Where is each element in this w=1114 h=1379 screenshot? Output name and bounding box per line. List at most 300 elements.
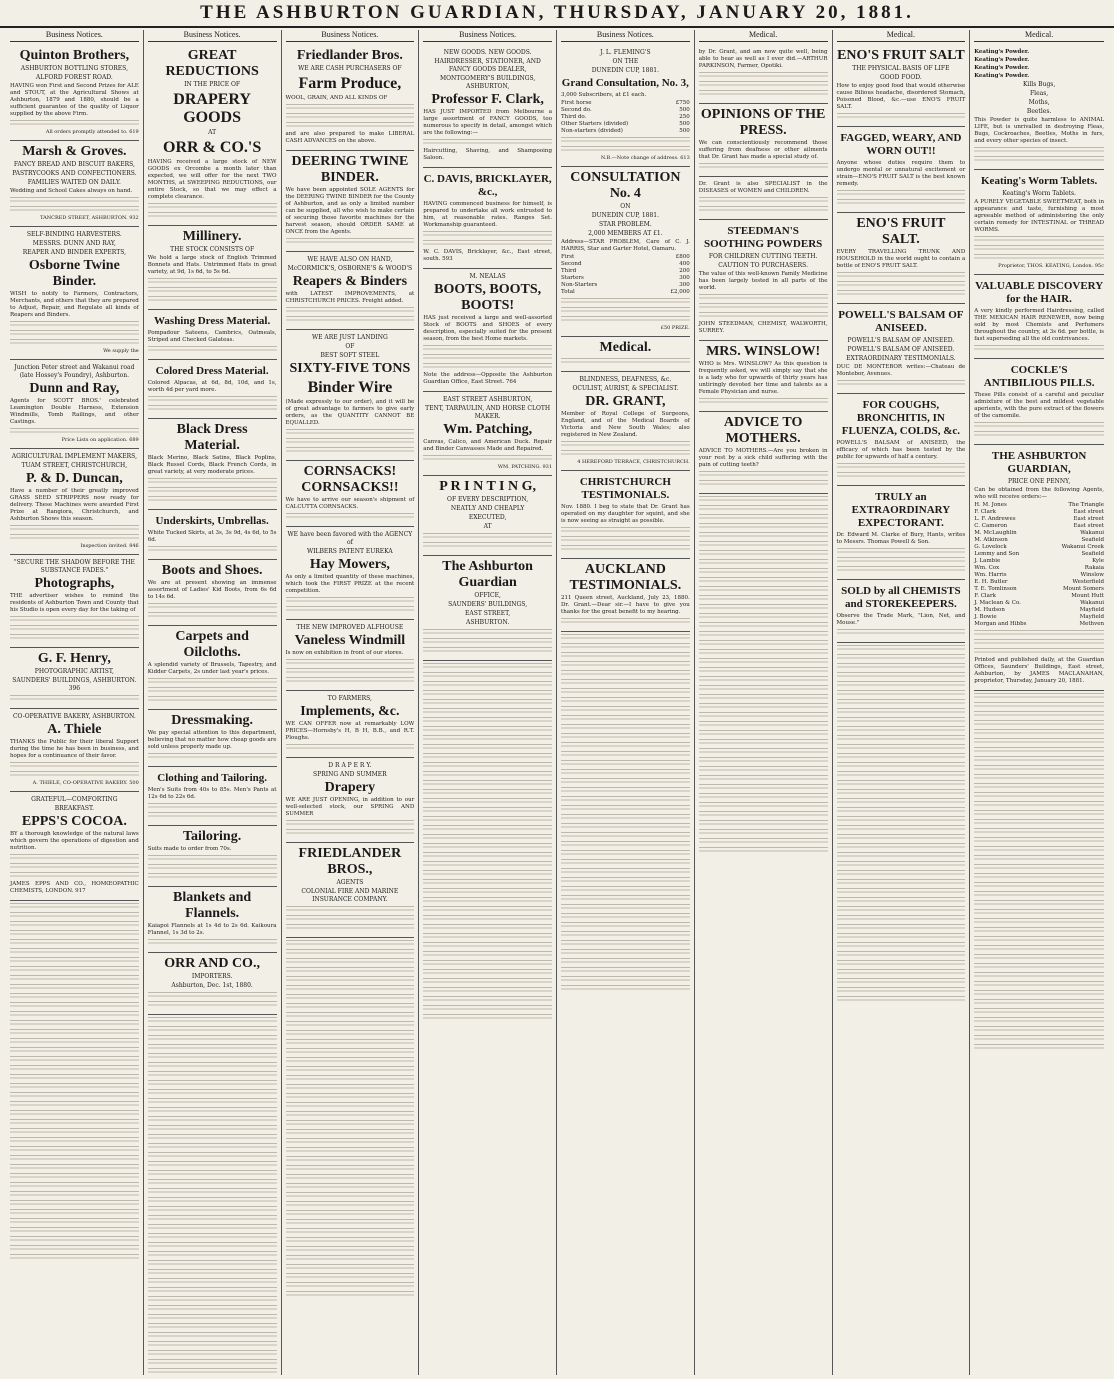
body-type-lines [837,663,966,670]
body-type-lines [286,1246,415,1253]
body-type-lines [837,807,966,814]
body-type-lines [10,1245,139,1252]
ad-title: Implements, &c. [300,704,400,719]
body-type-lines [561,450,690,457]
ad-subheading: FOR CHILDREN CUTTING TEETH. [708,253,818,260]
body-type-lines [837,771,966,778]
column-8 [970,30,1108,1375]
ad-body-text: DUC DE MONTEBOR writes:—Chateau de Montebor, Avenues. [836,364,966,377]
ad-body-text: The value of this well-known Family Medicine has been largely tested in all parts of the world. [698,271,828,291]
advertisement [423,45,552,168]
body-type-lines [148,803,277,810]
advertisement [974,275,1104,359]
body-type-lines [286,1210,415,1217]
body-type-lines [974,972,1104,979]
advertisement [974,445,1104,691]
body-type-lines [837,708,966,715]
body-type-lines [286,1282,415,1289]
ad-title: Osborne Twine Binder. [28,258,120,289]
prize-table [561,100,690,135]
ad-subheading: BEST SOFT STEEL [320,352,380,359]
body-type-lines [148,1071,277,1078]
body-type-lines [974,900,1104,907]
body-type-lines [561,697,690,704]
masthead [0,0,1114,28]
ad-body-text: HAS just received a large and well-assorted Stock of BOOTS and SHOES of every description, especially suited for the present season, from the best Home markets. [423,315,552,342]
ad-body-text: We are at present showing an immense assortment of Ladies' Kid Boots, from 6s 6d to 14s 6d. [147,580,277,600]
body-type-lines [699,523,828,530]
body-type-lines [561,760,690,767]
ad-footer-text: Printed and published daily, at the Guardian Offices, Saunders' Buildings, East street, Ashburton, by JAMES MACLANAHAN, proprietor, Thursday, January 20, 1881. [974,657,1104,684]
advertisement [286,45,415,151]
body-type-lines [10,957,139,964]
column-header: Medical. [837,30,966,42]
body-type-lines [148,346,277,353]
agent-location: Winslow [1080,572,1104,578]
body-type-lines [974,1044,1104,1051]
body-type-lines [423,978,552,985]
ad-subheading: OF [345,343,355,350]
body-type-lines [148,203,277,210]
body-type-lines [974,963,1104,970]
agent-row [974,614,1104,621]
body-type-lines [10,1092,139,1099]
body-type-lines [286,940,415,947]
ad-body-text: Member of Royal College of Surgeons, England, and of the Medical Boards of Victoria and New South Wales; also registered in New Zealand. [561,411,690,438]
body-type-lines [837,933,966,940]
prize-label: Second [561,261,582,267]
body-type-lines [10,206,139,213]
body-type-lines [10,854,139,861]
ad-body-text: Have a number of their greatly improved GRASS SEED STRIPPERS now ready for delivery. These Machines were awarded First Prize at Rangiora, Christchurch, and Ashburton Shows this season. [10,488,139,522]
body-type-lines [286,1039,415,1046]
column-header: Business Notices. [286,30,415,42]
keating-line: Keating's Powder. [974,49,1030,55]
body-type-lines [10,1011,139,1018]
agent-name: L. F. Andrewes [974,516,1016,522]
body-type-lines [974,909,1104,916]
ad-footer-text: WM. PATCHING. 931 [497,464,552,470]
ad-subheading: CO-OPERATIVE BAKERY, ASHBURTON. [12,713,136,720]
body-type-lines [10,634,139,641]
ad-subheading: NEW GOODS. NEW GOODS. [443,49,532,56]
advertisement [699,412,828,494]
body-type-lines [286,1264,415,1271]
prize-row [561,282,690,289]
advertisement [974,359,1104,445]
ad-subheading: BREAKFAST. [54,805,94,812]
agent-row [974,530,1104,537]
body-type-lines [10,534,139,541]
body-type-lines [10,1119,139,1126]
ad-subheading: MONTGOMERY'S BUILDINGS, ASHBURTON, [439,75,536,90]
body-type-lines [286,1102,415,1109]
ad-body-text: HAVING received a large stock of NEW GOODS ex Orcombe a month later than expected, we will offer for the next TWO MONTHS, at SWEEPING REDUCTIONS, our entire Stock, so that we may effect a complete clearance. [147,159,277,200]
body-type-lines [837,281,966,288]
agent-location: Kyle [1092,558,1104,564]
body-type-lines [286,1291,415,1298]
body-type-lines [974,1026,1104,1033]
body-type-lines [699,559,828,566]
body-type-lines [837,690,966,697]
advertisement [561,45,690,167]
body-type-lines [10,1110,139,1117]
body-type-lines [10,1191,139,1198]
prize-label: Third [561,268,577,274]
ad-subheading: ASHBURTON BOTTLING STORES, [20,65,128,72]
prize-row [561,289,690,296]
agent-location: Westerfield [1072,579,1104,585]
body-type-lines [148,864,277,871]
body-type-lines [561,643,690,650]
ad-subheading: PHOTOGRAPHIC ARTIST, [34,668,114,675]
body-type-lines [148,1206,277,1213]
agent-row [974,621,1104,628]
body-type-lines [974,648,1104,655]
ad-subheading: DUNEDIN CUP, 1881. [591,212,660,219]
body-type-lines [974,711,1104,718]
prize-amount: 250 [679,114,690,120]
ad-body-text: WHO is Mrs. WINSLOW? As this question is frequently asked, we will simply say that she is a lady who for upwards of thirty years has untiringly devoted her time and talents as a Female Physician and nurse. [698,361,828,395]
ad-title: Wm. Patching, [443,422,533,437]
ad-title: Hay Mowers, [309,557,390,572]
body-type-lines [699,793,828,800]
ad-subheading: BLINDNESS, DEAFNESS, &c. [579,376,672,383]
ad-body-text: by Dr. Grant, and am now quite well, being able to hear as well as I ever did.—ARTHUR PARKINSON, Farmer, Opotiki. [698,49,828,69]
prize-row [561,121,690,128]
body-type-lines [837,942,966,949]
body-type-lines [148,1035,277,1042]
ad-subheading: McCORMICK'S, OSBORNE'S & WOOD'S [287,265,413,272]
ad-subheading: TUAM STREET, CHRISTCHURCH, [21,462,128,469]
prize-row [561,114,690,121]
body-type-lines [699,604,828,611]
advertisement [10,792,139,901]
ad-body-text: Canvas, Calico, and American Duck. Repair and Binder Canvasses Made and Repaired. [423,439,552,452]
body-type-lines [699,90,828,97]
body-type-lines [837,951,966,958]
body-type-lines [423,888,552,895]
prize-label: First [561,254,575,260]
body-type-lines [837,645,966,652]
body-type-lines [423,897,552,904]
body-type-lines [10,625,139,632]
advertisement [561,372,690,471]
body-type-lines [699,694,828,701]
ad-subheading: REAPER AND BINDER EXPERTS, [22,249,127,256]
body-type-lines [423,861,552,868]
ad-title: Black Dress Material. [176,422,248,453]
column-header: Business Notices. [423,30,552,42]
body-type-lines [837,199,966,206]
body-type-lines [286,668,415,675]
ad-subheading: WE have been favored with the AGENCY of [287,531,413,546]
advertisement [286,151,415,252]
prize-label: First horse [561,100,592,106]
body-type-lines [561,652,690,659]
ad-body-text: EVERY TRAVELLING TRUNK AND HOUSEHOLD in the world ought to contain a bottle of ENO'S FRUIT SALT. [836,249,966,269]
body-type-lines [561,985,690,992]
body-type-lines [10,1227,139,1234]
body-type-lines [699,568,828,575]
ad-body-text: WE CAN OFFER now at remarkably LOW PRICES—Hornsby's H, B H, B.B., and R.T. Ploughs. [285,721,415,741]
body-type-lines [148,1350,277,1357]
body-type-lines [974,345,1104,352]
body-type-lines [286,1075,415,1082]
body-type-lines [974,147,1104,154]
advertisement [148,45,277,226]
body-type-lines [286,1183,415,1190]
body-type-lines [10,1137,139,1144]
advertisement [10,555,139,648]
agent-name: F. Clark [974,509,996,515]
agent-location: Mayfield [1079,607,1104,613]
ad-body-text: Agents for SCOTT BROS.' celebrated Leamington Double Harness, Extension Windmills, Tomb Railings, and other Castings. [10,398,139,425]
ad-body-text: We have to arrive our season's shipment of CALCUTTA CORNSACKS. [285,497,415,510]
body-type-lines [148,1098,277,1105]
body-type-lines [423,354,552,361]
ad-subheading: FAMILIES WAITED ON DAILY. [27,179,121,186]
body-type-lines [148,1323,277,1330]
ad-subheading: Junction Peter street and Wakanui road (late Hossey's Foundry), Ashburton. [14,364,135,379]
body-type-lines [837,699,966,706]
body-type-lines [561,922,690,929]
body-type-lines [699,294,828,301]
body-type-lines [10,339,139,346]
body-type-lines [423,629,552,636]
body-type-lines [837,825,966,832]
body-type-lines [423,363,552,370]
body-type-lines [10,863,139,870]
body-type-lines [148,1017,277,1024]
ad-body-text: with LATEST IMPROVEMENTS, at CHRISTCHURCH PRICES. Freight added. [285,291,415,304]
advertisement [286,620,415,691]
body-type-lines [286,1129,415,1136]
body-type-lines [837,870,966,877]
ad-title: Quinton Brothers, [19,48,130,63]
body-type-lines [699,480,828,487]
body-type-lines [286,1003,415,1010]
body-type-lines [423,533,552,540]
ad-body-text: Pompadour Sateens, Cambrics, Oatmeals, Striped and Checked Galateas. [147,330,277,343]
ad-title: FOR COUGHS, BRONCHITIS, IN FLUENZA, COLDS, &c. [841,399,960,437]
advertisement [837,127,966,213]
body-type-lines [286,307,415,314]
ad-subheading: MESSRS. DUNN AND RAY, [32,240,116,247]
body-type-lines [561,940,690,947]
ad-body-text: This Powder is quite harmless to ANIMAL LIFE, but is unrivalled in destroying Fleas, Bugs, Cockroaches, Beetles, Moths in furs, and every other species of insect. [974,117,1104,144]
advertisement [699,341,828,412]
advertisement [286,527,415,620]
body-type-lines [837,924,966,931]
body-type-lines [699,838,828,845]
body-type-lines [148,296,277,303]
body-type-lines [837,969,966,976]
body-type-lines [699,784,828,791]
body-type-lines [974,810,1104,817]
body-type-lines [699,550,828,557]
ad-subheading: PASTRYCOOKS AND CONFECTIONERS. [12,170,137,177]
body-type-lines [423,915,552,922]
body-type-lines [423,762,552,769]
ad-title: P R I N T I N G, [439,479,536,494]
body-type-lines [148,1170,277,1177]
body-type-lines [148,1269,277,1276]
agents-list [974,502,1104,628]
column-header: Business Notices. [561,30,690,42]
prize-amount: 500 [679,128,690,134]
advertisement [423,269,552,392]
body-type-lines [974,954,1104,961]
advertisement [10,360,139,449]
body-type-lines [974,936,1104,943]
body-type-lines [561,733,690,740]
column-header: Medical. [699,30,828,42]
ad-subheading: 2,000 MEMBERS AT £1. [588,230,663,237]
ad-footer-text: We supply the [103,348,139,354]
ad-subheading: TO FARMERS, [327,695,372,702]
body-type-lines [286,122,415,129]
ad-display-line: Binder Wire [307,379,393,396]
prize-label: Other Starters (divided) [561,121,629,127]
body-type-lines [974,981,1104,988]
body-type-lines [286,1192,415,1199]
body-type-lines [423,690,552,697]
ad-title: Friedlander Bros. [296,48,403,63]
body-type-lines [837,548,966,555]
ad-title: P. & D. Duncan, [26,471,123,486]
ad-subheading: IN THE PRICE OF [184,81,241,88]
body-type-lines [974,422,1104,429]
ad-footer-text: A. THIELE, CO-OPERATIVE BAKERY. 500 [32,780,139,786]
body-type-lines [10,939,139,946]
body-type-lines [561,796,690,803]
agent-name: C. Cameron [974,523,1008,529]
body-type-lines [561,904,690,911]
ad-subheading: J. L. FLEMING'S [600,49,651,56]
body-type-lines [974,873,1104,880]
ad-subheading: ALFORD FOREST ROAD. [35,74,113,81]
ad-title: Dressmaking. [171,713,254,728]
body-type-lines [561,877,690,884]
body-type-lines [148,1089,277,1096]
ad-title: Washing Dress Material. [154,315,271,327]
body-type-lines [286,915,415,922]
ad-title: FRIEDLANDER BROS., [298,846,402,877]
body-type-lines [974,720,1104,727]
advertisement [423,476,552,556]
body-type-lines [10,1236,139,1243]
body-type-lines [10,1065,139,1072]
body-type-lines [10,1074,139,1081]
body-type-lines [837,753,966,760]
ad-title: Colored Dress Material. [155,365,269,377]
body-type-lines [148,212,277,219]
body-type-lines [423,780,552,787]
agent-row [974,516,1104,523]
body-type-lines [837,843,966,850]
body-type-lines [837,996,966,1003]
ad-subheading: STAR PROBLEM. [598,221,652,228]
body-type-lines [148,873,277,880]
ad-title: FAGGED, WEARY, AND WORN OUT!! [840,132,962,157]
body-type-lines [974,431,1104,438]
body-type-lines [423,139,552,146]
body-type-lines [974,236,1104,243]
agent-name: T. E. Tomlinson [974,586,1017,592]
body-type-lines [423,843,552,850]
body-type-lines [699,303,828,310]
agent-name: H. M. Jones [974,502,1007,508]
body-type-lines [561,441,690,448]
advertisement [561,167,690,337]
body-type-lines [561,850,690,857]
ad-body-text: Can be obtained from the following Agents, who will receive orders:— [974,487,1104,500]
ad-title: EPPS'S COCOA. [21,814,127,829]
body-type-lines [10,1047,139,1054]
body-type-lines [286,1273,415,1280]
body-type-lines [10,120,139,127]
body-type-lines [286,1120,415,1127]
body-type-lines [837,789,966,796]
body-type-lines [699,81,828,88]
body-type-lines [148,1197,277,1204]
advertisement [148,826,277,887]
agent-name: M. Atkinson [974,537,1008,543]
agent-location: Methven [1079,621,1104,627]
agent-location: Seafield [1081,551,1104,557]
body-type-lines [561,778,690,785]
body-type-lines [974,846,1104,853]
advertisement [423,168,552,269]
agent-row [974,544,1104,551]
ad-body-text: ADVICE TO MOTHERS.—Are you broken in your rest by a sick child suffering with the pain of cutting teeth? [698,448,828,468]
agent-location: East street [1073,516,1104,522]
column-1 [6,30,144,1375]
body-type-lines [423,870,552,877]
body-type-lines [423,996,552,1003]
ad-subheading: THE PHYSICAL BASIS OF LIFE [852,65,950,72]
prize-label: Non-starters (divided) [561,128,623,134]
body-type-lines [286,606,415,613]
body-type-lines [423,942,552,949]
prize-label: Starters [561,275,584,281]
body-type-lines [148,1251,277,1258]
body-type-lines [837,113,966,120]
body-type-lines [561,358,690,365]
body-type-lines [699,703,828,710]
body-type-lines [148,1125,277,1132]
ad-title: ENO'S FRUIT SALT. [856,216,946,247]
advertisement [837,580,966,643]
body-type-lines [10,1209,139,1216]
body-type-lines [423,672,552,679]
body-type-lines [423,681,552,688]
body-type-lines [423,969,552,976]
ad-title: AUCKLAND TESTIMONIALS. [569,562,682,593]
body-type-lines [10,1002,139,1009]
body-type-lines [423,807,552,814]
ad-body-text: A very kindly performed Hairdressing, called THE MEXICAN HAIR RENEWER, now being sold by most Chemists and Perfumers throughout the country, at 3s 6d. per bottle, is fast superseding all the old contrivances. [974,308,1104,342]
body-type-lines [837,290,966,297]
body-type-lines [423,708,552,715]
prize-amount: 400 [679,261,690,267]
body-type-lines [10,930,139,937]
body-type-lines [286,1156,415,1163]
body-type-lines [561,823,690,830]
ad-subheading: WE ARE CASH PURCHASERS OF [298,65,402,72]
ad-subheading: ON [620,203,631,210]
